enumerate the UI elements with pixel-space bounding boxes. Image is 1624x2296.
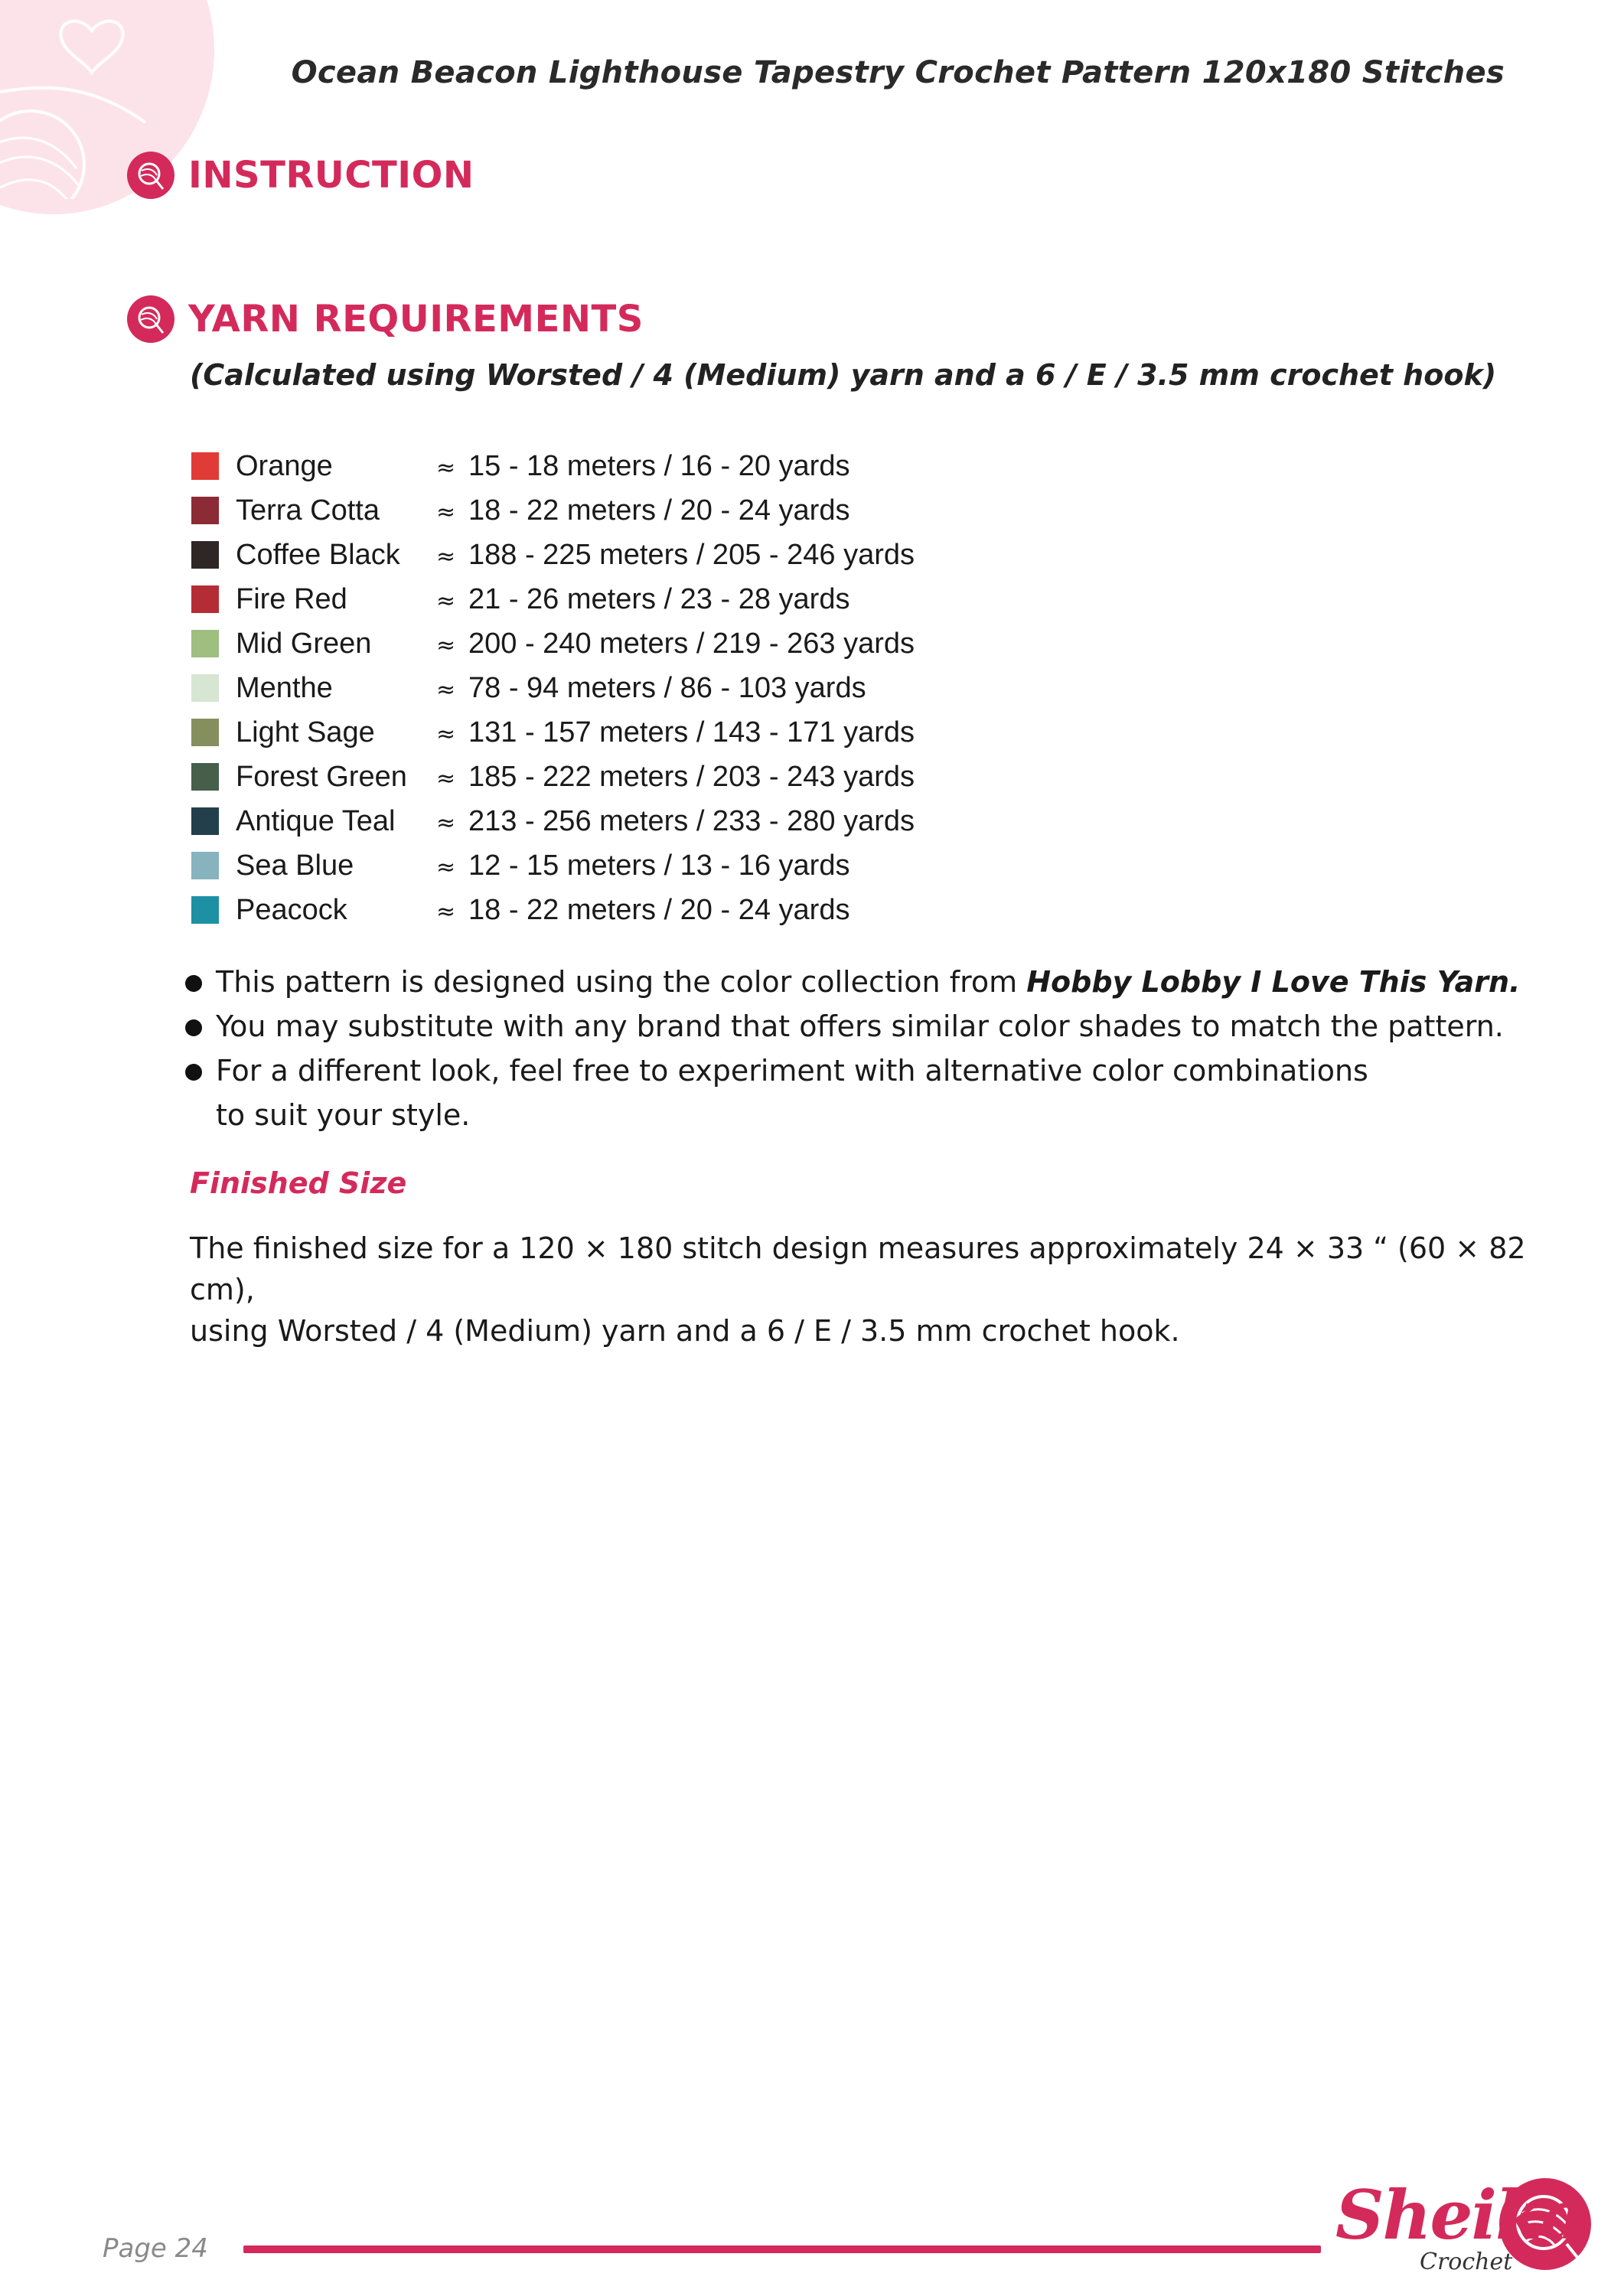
yarn-name: Forest Green <box>236 760 407 793</box>
yarn-amount <box>436 539 915 572</box>
yarn-row <box>191 621 1033 666</box>
note-text: For a different look, feel free to experiment with alternative color combinations <box>216 1054 1368 1088</box>
instruction-heading <box>127 152 474 199</box>
yarn-amount-value: 21 - 26 meters / 23 - 28 yards <box>468 582 850 615</box>
yarn-amount-value: 18 - 22 meters / 20 - 24 yards <box>468 494 850 527</box>
yarn-amount <box>436 583 850 616</box>
yarn-amount-value: 18 - 22 meters / 20 - 24 yards <box>468 893 850 926</box>
color-swatch <box>191 719 219 746</box>
yarn-name: Mid Green <box>236 627 372 660</box>
yarn-row <box>191 488 1033 533</box>
yarn-row <box>191 533 1033 577</box>
yarn-amount <box>436 672 866 705</box>
yarn-requirements-heading <box>127 295 644 343</box>
yarn-row <box>191 799 1033 843</box>
approx-symbol: ≈ <box>436 809 456 837</box>
notes-list <box>185 960 1532 1137</box>
color-swatch <box>191 630 219 657</box>
approx-symbol: ≈ <box>436 898 456 925</box>
yarn-amount <box>436 716 915 749</box>
yarn-row <box>191 710 1033 755</box>
yarn-amount-value: 15 - 18 meters / 16 - 20 yards <box>468 449 850 482</box>
bullet-dot-icon <box>185 1019 202 1036</box>
yarn-row <box>191 843 1033 888</box>
approx-symbol: ≈ <box>436 765 456 792</box>
color-swatch <box>191 585 219 613</box>
logo-subtitle: Crochet <box>1420 2249 1513 2275</box>
note-item <box>185 1004 1532 1049</box>
yarn-row <box>191 755 1033 799</box>
approx-symbol: ≈ <box>436 631 456 659</box>
note-text-continued: to suit your style. <box>216 1098 471 1132</box>
yarn-amount <box>436 494 850 527</box>
yarn-row <box>191 577 1033 621</box>
color-swatch <box>191 763 219 791</box>
note-item <box>185 960 1532 1004</box>
yarn-name: Coffee Black <box>236 538 400 571</box>
yarn-amount <box>436 850 850 882</box>
color-swatch <box>191 452 219 480</box>
yarn-row <box>191 888 1033 932</box>
yarn-brand: Hobby Lobby I Love This Yarn. <box>1026 965 1521 999</box>
approx-symbol: ≈ <box>436 853 456 881</box>
yarn-name: Sea Blue <box>236 849 354 882</box>
color-swatch <box>191 541 219 569</box>
yarn-name: Orange <box>236 449 333 482</box>
yarn-list <box>191 444 1033 932</box>
yarn-amount <box>436 894 850 927</box>
yarn-subtitle: (Calculated using Worsted / 4 (Medium) yarn and a 6 / E / 3.5 mm crochet hook) <box>190 358 1497 392</box>
color-swatch <box>191 674 219 702</box>
document-title: Ocean Beacon Lighthouse Tapestry Crochet Pattern 120x180 Stitches <box>291 55 1505 90</box>
yarn-name: Light Sage <box>236 716 375 748</box>
yarn-name: Peacock <box>236 893 347 926</box>
yarn-requirements-title: YARN REQUIREMENTS <box>188 298 644 341</box>
yarn-amount-value: 185 - 222 meters / 203 - 243 yards <box>468 760 915 793</box>
yarn-amount <box>436 761 915 794</box>
approx-symbol: ≈ <box>436 587 456 615</box>
brand-logo <box>1335 2172 1611 2294</box>
note-text: This pattern is designed using the color collection from <box>216 965 1027 999</box>
footer-rule <box>243 2245 1321 2253</box>
approx-symbol: ≈ <box>436 676 456 703</box>
finished-size-heading: Finished Size <box>190 1166 407 1200</box>
color-swatch <box>191 896 219 924</box>
yarn-amount-value: 131 - 157 meters / 143 - 171 yards <box>468 716 915 748</box>
bullet-dot-icon <box>185 1064 202 1081</box>
yarn-ball-icon <box>127 295 174 343</box>
yarn-amount <box>436 628 915 660</box>
yarn-amount-value: 78 - 94 meters / 86 - 103 yards <box>468 671 866 704</box>
yarn-name: Antique Teal <box>236 804 396 837</box>
color-swatch <box>191 852 219 879</box>
yarn-amount-value: 12 - 15 meters / 13 - 16 yards <box>468 849 850 882</box>
yarn-row <box>191 444 1033 488</box>
yarn-name: Fire Red <box>236 582 347 615</box>
yarn-ball-icon <box>127 152 174 199</box>
yarn-amount-value: 213 - 256 meters / 233 - 280 yards <box>468 804 915 837</box>
color-swatch <box>191 497 219 524</box>
approx-symbol: ≈ <box>436 720 456 748</box>
yarn-amount <box>436 450 850 483</box>
yarn-name: Menthe <box>236 671 333 704</box>
approx-symbol: ≈ <box>436 543 456 570</box>
note-item <box>185 1049 1532 1137</box>
page-number: Page 24 <box>103 2233 208 2264</box>
finished-size-text <box>190 1228 1537 1352</box>
approx-symbol: ≈ <box>436 454 456 481</box>
approx-symbol: ≈ <box>436 498 456 526</box>
bullet-dot-icon <box>185 975 202 992</box>
yarn-amount-value: 188 - 225 meters / 205 - 246 yards <box>468 538 915 571</box>
logo-wordmark: Sheika <box>1335 2175 1583 2255</box>
yarn-row <box>191 666 1033 710</box>
color-swatch <box>191 807 219 835</box>
instruction-title: INSTRUCTION <box>188 154 474 197</box>
finished-size-line: using Worsted / 4 (Medium) yarn and a 6 / E / 3.5 mm crochet hook. <box>190 1314 1180 1348</box>
yarn-name: Terra Cotta <box>236 494 380 527</box>
note-text: You may substitute with any brand that offers similar color shades to match the pattern. <box>216 1009 1504 1043</box>
finished-size-line: The finished size for a 120 × 180 stitch design measures approximately 24 × 33 “ (60 × 82 cm), <box>190 1231 1526 1306</box>
yarn-amount-value: 200 - 240 meters / 219 - 263 yards <box>468 627 915 660</box>
yarn-amount <box>436 805 915 838</box>
